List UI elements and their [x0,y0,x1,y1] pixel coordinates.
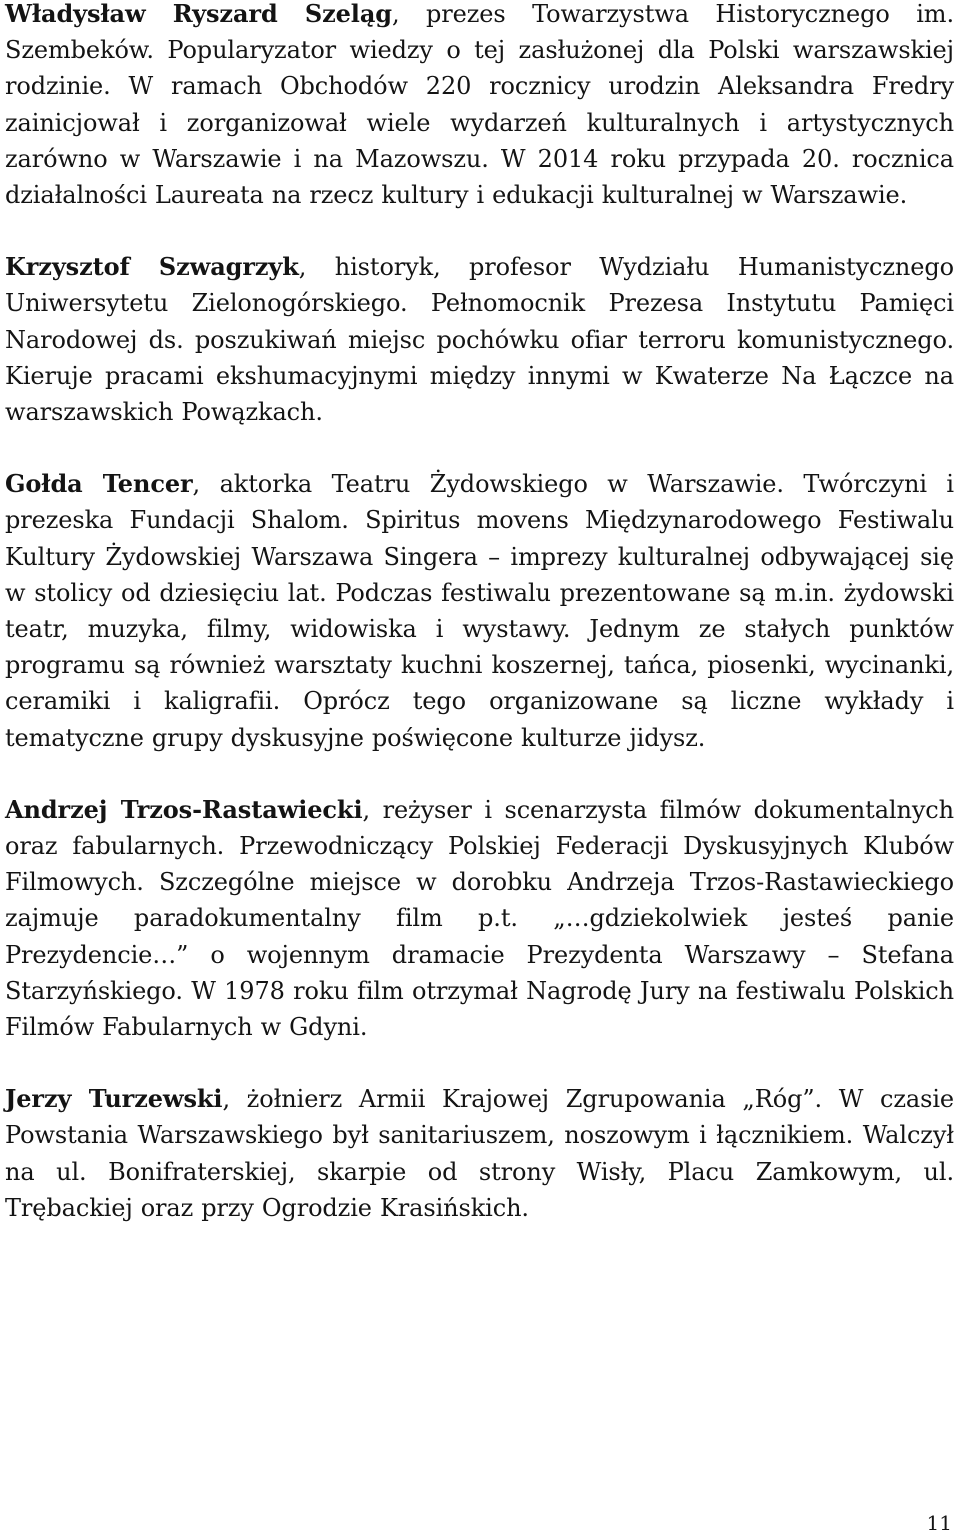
laureate-entry-szelag [5,0,954,213]
laureate-description: , aktorka Teatru Żydowskiego w Warszawie. Twórczyni i prezeska Fundacji Shalom. Spiritus movens Międzynarodowego Festiwalu Kultury Żydowskiej Warszawa Singera – imprezy kulturalnej odbywającej się w stolicy od dziesięciu lat. Podczas festiwalu prezentowane są m.in. żydowski teatr, muzyka, filmy, widowiska i wystawy. Jednym ze stałych punktów programu są również warsztaty kuchni koszernej, tańca, piosenki, wycinanki, ceramiki i kaligrafii. Oprócz tego organizowane są liczne wykłady i tematyczne grupy dyskusyjne poświęcone kulturze jidysz. [5,470,954,752]
laureate-description: , historyk, profesor Wydziału Humanistycznego Uniwersytetu Zielonogórskiego. Pełnomocnik Prezesa Instytutu Pamięci Narodowej ds. poszukiwań miejsc pochówku ofiar terroru komunistycznego. Kieruje pracami ekshumacyjnymi między innymi w Kwaterze Na Łączce na warszawskich Powązkach. [5,253,954,427]
laureate-entry-tencer [5,466,954,756]
page-number: 11 [926,1511,952,1535]
laureate-description: , reżyser i scenarzysta filmów dokumentalnych oraz fabularnych. Przewodniczący Polskiej Federacji Dyskusyjnych Klubów Filmowych. Szczególne miejsce w dorobku Andrzeja Trzos-Rastawieckiego zajmuje paradokumentalny film p.t. „…gdziekolwiek jesteś panie Prezydencie…” o wojennym dramacie Prezydenta Warszawy – Stefana Starzyńskiego. W 1978 roku film otrzymał Nagrodę Jury na festiwalu Polskich Filmów Fabularnych w Gdyni. [5,795,954,1042]
laureate-name: Andrzej Trzos-Rastawiecki [5,794,363,824]
laureate-entry-szwagrzyk [5,249,954,430]
laureate-name: Gołda Tencer [5,469,193,499]
document-page [5,0,954,1226]
laureate-name: Krzysztof Szwagrzyk [5,252,299,282]
laureate-entry-trzos-rastawiecki [5,792,954,1045]
laureate-description: , prezes Towarzystwa Historycznego im. Szembeków. Popularyzator wiedzy o tej zasłużonej dla Polski warszawskiej rodzinie. W ramach Obchodów 220 rocznicy urodzin Aleksandra Fredry zainicjował i zorganizował wiele wydarzeń kulturalnych i artystycznych zarówno w Warszawie i na Mazowszu. W 2014 roku przypada 20. rocznica działalności Laureata na rzecz kultury i edukacji kulturalnej w Warszawie. [5,0,954,210]
laureate-name: Władysław Ryszard Szeląg [5,0,392,28]
laureate-name: Jerzy Turzewski [5,1084,223,1114]
laureate-description: , żołnierz Armii Krajowej Zgrupowania „Róg”. W czasie Powstania Warszawskiego był sanitariuszem, noszowym i łącznikiem. Walczył na ul. Bonifraterskiej, skarpie od strony Wisły, Placu Zamkowym, ul. Trębackiej oraz przy Ogrodzie Krasińskich. [5,1085,954,1222]
laureate-entry-turzewski [5,1081,954,1226]
